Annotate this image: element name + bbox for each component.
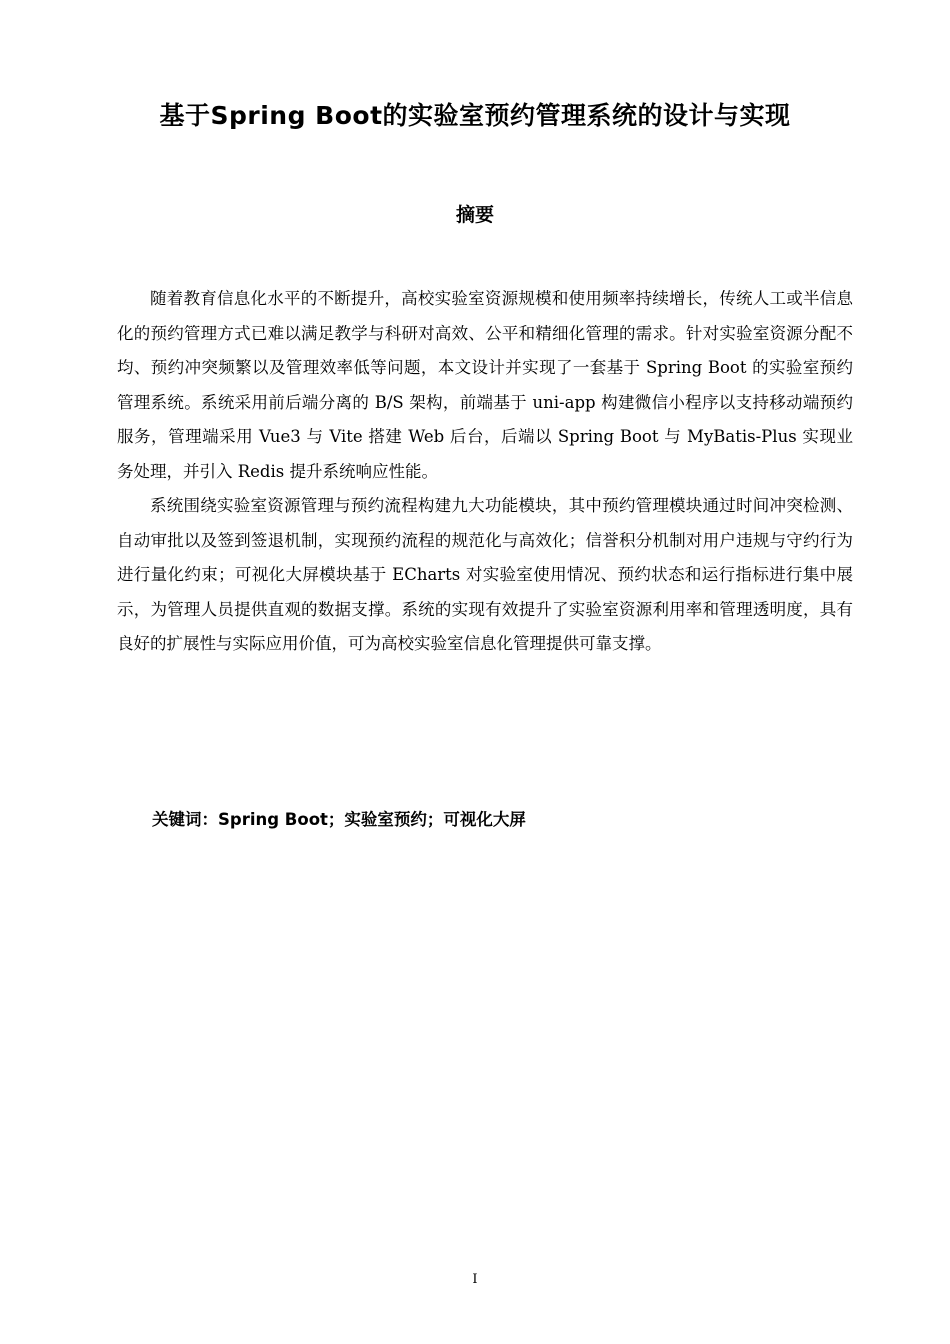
abstract-paragraph-1: 随着教育信息化水平的不断提升，高校实验室资源规模和使用频率持续增长，传统人工或半信息化的预约管理方式已难以满足教学与科研对高效、公平和精细化管理的需求。针对实验室资源分配不均、预约冲突频繁以及管理效率低等问题，本文设计并实现了一套基于 Spring Boot 的实验室预约管理系统。系统采用前后端分离的 B/S 架构，前端基于 uni-app 构建微信小程序以支持移动端预约服务，管理端采用 Vue3 与 Vite 搭建 Web 后台，后端以 Spring Boot 与 MyBatis-Plus 实现业务处理，并引入 Redis 提升系统响应性能。 — [117, 289, 853, 481]
abstract-heading: 摘要 — [455, 204, 494, 226]
paper-title: 基于Spring Boot的实验室预约管理系统的设计与实现 — [159, 101, 791, 130]
abstract-body — [117, 282, 853, 662]
keywords-line: 关键词：Spring Boot；实验室预约；可视化大屏 — [152, 810, 526, 829]
page-number: I — [472, 1272, 478, 1287]
abstract-paragraph-2: 系统围绕实验室资源管理与预约流程构建九大功能模块，其中预约管理模块通过时间冲突检测、自动审批以及签到签退机制，实现预约流程的规范化与高效化；信誉积分机制对用户违规与守约行为进行量化约束；可视化大屏模块基于 ECharts 对实验室使用情况、预约状态和运行指标进行集中展示，为管理人员提供直观的数据支撑。系统的实现有效提升了实验室资源利用率和管理透明度，具有良好的扩展性与实际应用价值，可为高校实验室信息化管理提供可靠支撑。 — [117, 496, 853, 653]
